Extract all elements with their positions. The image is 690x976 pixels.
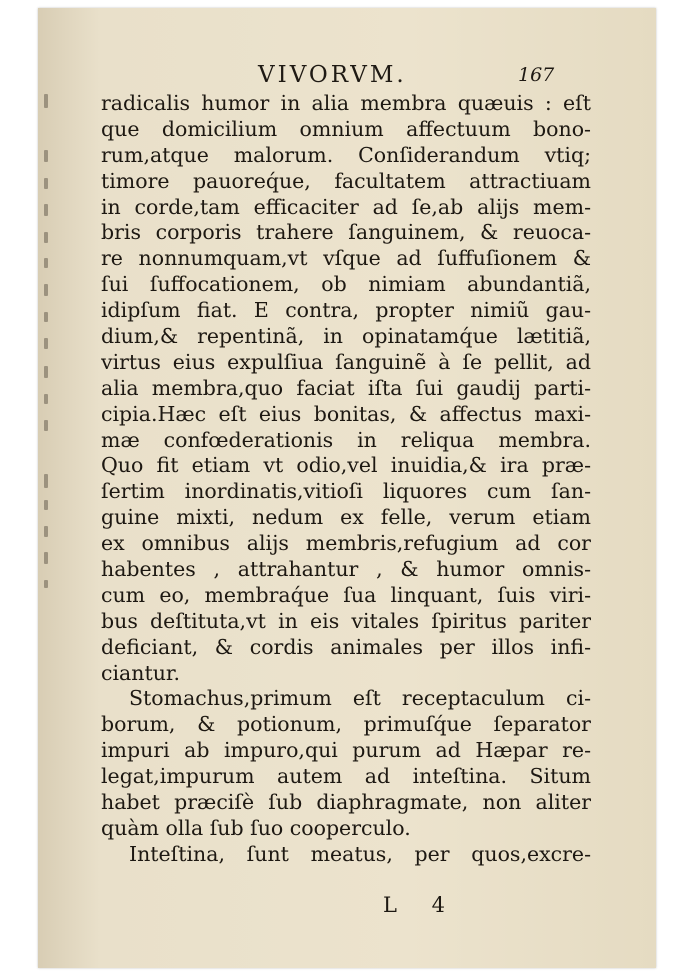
book-page bbox=[38, 8, 656, 968]
page-header bbox=[38, 62, 656, 92]
text-line: idipſum fiat. E contra, propter nimiũ gau- bbox=[101, 298, 591, 323]
text-line: deficiant, & cordis animales per illos infi- bbox=[101, 634, 591, 659]
bleed-mark bbox=[44, 258, 48, 268]
bleed-mark bbox=[44, 204, 48, 216]
text-line: cum eo, membraq́ue ſua linquant, ſuis viri- bbox=[101, 582, 591, 607]
text-line: habet præciſè ſub diaphragmate, non aliter bbox=[101, 790, 591, 815]
text-line: bris corporis trahere ſanguinem, & reuoca- bbox=[101, 220, 591, 245]
text-line: timore pauoreq́ue, facultatem attractiuam bbox=[101, 168, 591, 193]
text-line: que domicilium omnium affectuum bono- bbox=[101, 116, 591, 141]
text-line: Stomachus,primum eſt receptaculum ci- bbox=[129, 686, 591, 711]
bleed-mark bbox=[44, 338, 48, 349]
text-line: ſertim inordinatis,vitioſi liquores cum ſan- bbox=[101, 479, 591, 504]
text-line: cipia.Hæc eſt eius bonitas, & affectus maxi- bbox=[101, 401, 591, 426]
bleed-mark bbox=[44, 366, 48, 378]
bleed-mark bbox=[44, 178, 48, 189]
text-line: Quo fit etiam vt odio,vel inuidia,& ira præ- bbox=[101, 453, 591, 478]
bleed-mark bbox=[44, 474, 48, 488]
bleed-mark bbox=[44, 394, 48, 404]
text-line: ſui ſuffocationem, ob nimiam abundantiã, bbox=[101, 272, 591, 297]
body-text bbox=[101, 91, 591, 868]
text-line: rum,atque malorum. Conſiderandum vtiq; bbox=[101, 142, 591, 167]
text-line: habentes , attrahantur , & humor omnis- bbox=[101, 557, 591, 582]
bleed-mark bbox=[44, 580, 48, 588]
signature-mark: L 4 bbox=[383, 893, 459, 917]
text-line: in corde,tam efficaciter ad ſe,ab alijs mem- bbox=[101, 194, 591, 219]
page-number: 167 bbox=[518, 64, 555, 86]
text-line: virtus eius expulſiua ſanguinẽ à ſe pellit, ad bbox=[101, 349, 591, 374]
text-line: mæ confœderationis in reliqua membra. bbox=[101, 427, 591, 452]
text-line: borum, & potionum, primuſq́ue ſeparator bbox=[101, 712, 591, 737]
bleed-mark bbox=[44, 94, 48, 108]
bleed-mark bbox=[44, 552, 48, 564]
text-line: legat,impurum autem ad inteſtina. Situm bbox=[101, 764, 591, 789]
text-line: guine mixti, nedum ex felle, verum etiam bbox=[101, 505, 591, 530]
bleed-mark bbox=[44, 500, 48, 510]
bleed-mark bbox=[44, 312, 48, 322]
text-line: ciantur. bbox=[101, 660, 180, 685]
bleed-mark bbox=[44, 420, 48, 431]
text-line: ex omnibus alijs membris,refugium ad cor bbox=[101, 531, 591, 556]
text-line: quàm olla ſub ſuo cooperculo. bbox=[101, 815, 411, 840]
bleed-mark bbox=[44, 526, 48, 537]
text-line: Inteſtina, ſunt meatus, per quos,excre- bbox=[129, 841, 591, 866]
bleed-mark bbox=[44, 232, 48, 243]
text-line: dium,& repentinã, in opinatamq́ue lætitiã, bbox=[101, 324, 591, 349]
left-scan-margin bbox=[0, 0, 38, 976]
text-line: re nonnumquam,vt vſque ad ſuffuſionem & bbox=[101, 246, 591, 271]
bleed-mark bbox=[44, 284, 48, 296]
text-line: alia membra,quo faciat iſta ſui gaudij parti- bbox=[101, 375, 591, 400]
running-head: VIVORVM. bbox=[258, 62, 407, 88]
text-line: impuri ab impuro,qui purum ad Hæpar re- bbox=[101, 738, 591, 763]
text-line: radicalis humor in alia membra quæuis : eſt bbox=[101, 91, 591, 115]
bleed-mark bbox=[44, 150, 48, 162]
text-line: bus deſtituta,vt in eis vitales ſpiritus pariter bbox=[101, 608, 591, 633]
